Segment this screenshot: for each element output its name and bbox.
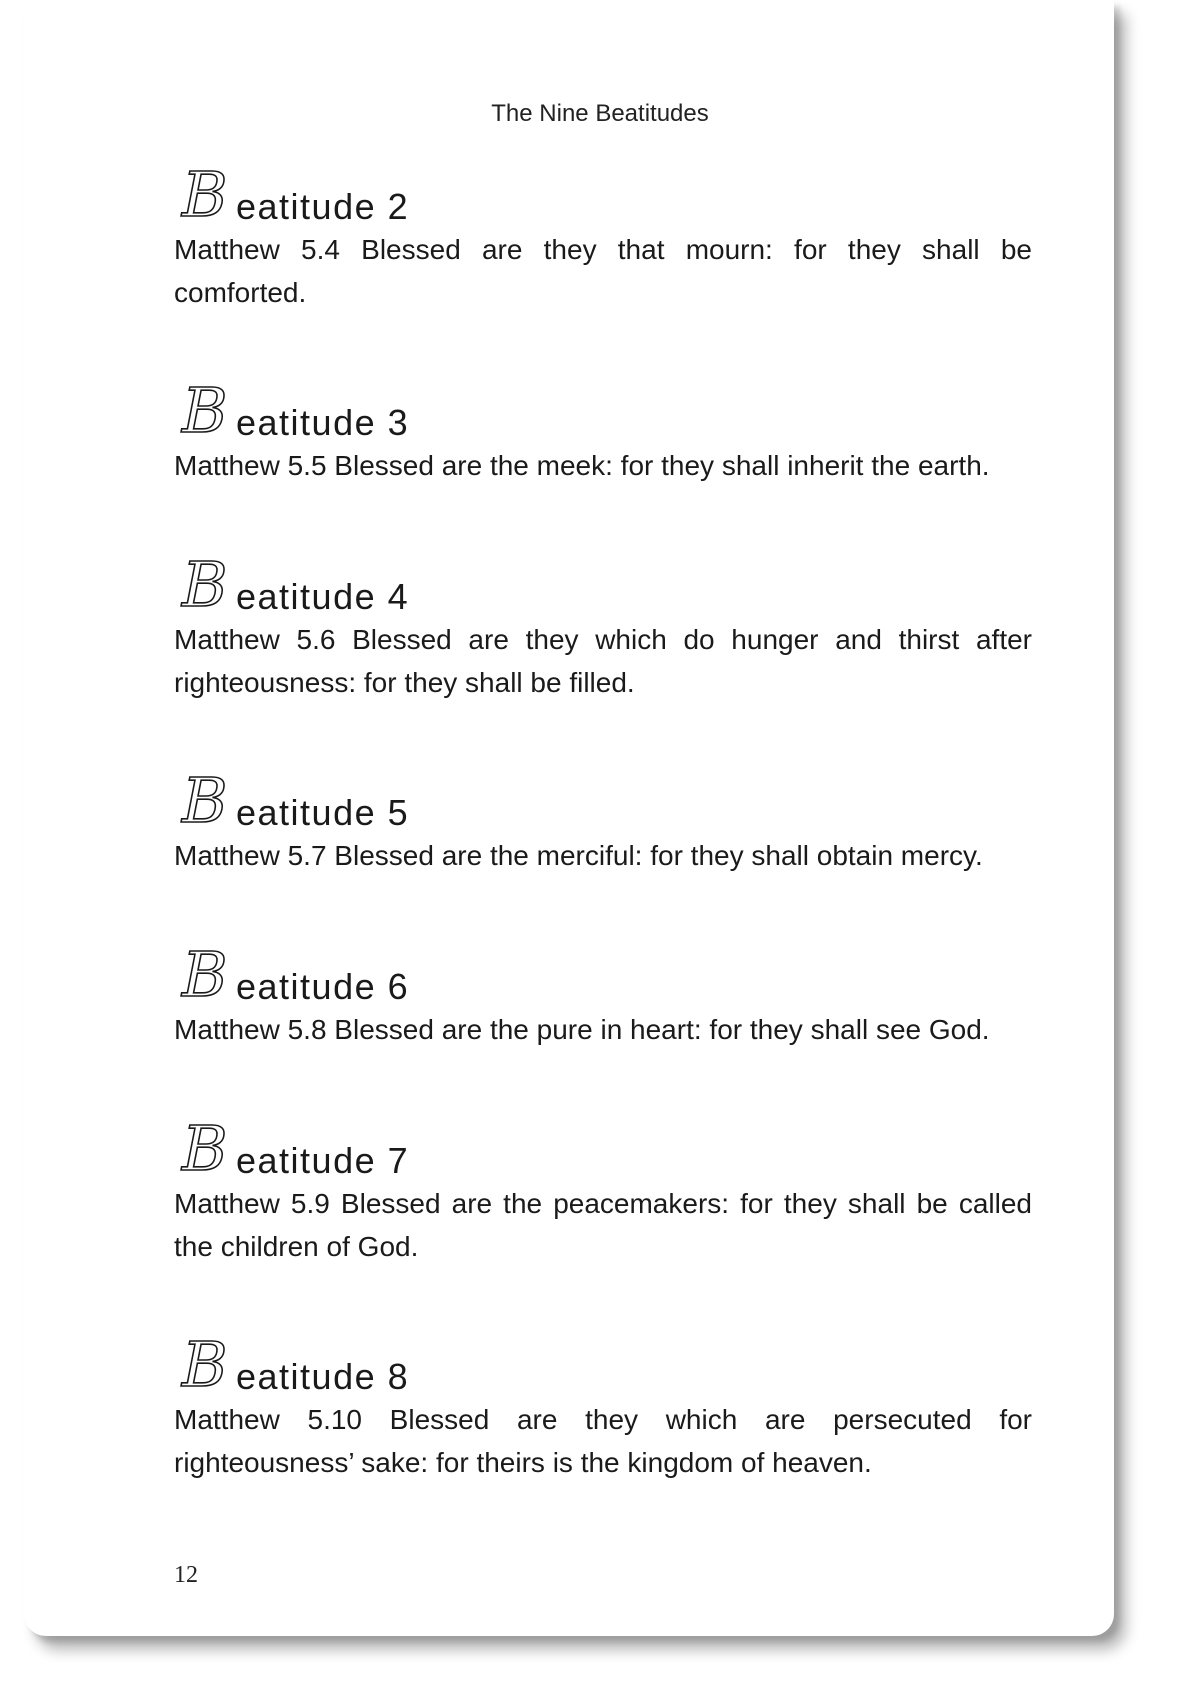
verse-text: Matthew 5.8 Blessed are the pure in heart: for they shall see God. — [174, 1014, 990, 1045]
verse-text: Matthew 5.4 Blessed are they that mourn: for they shall be comforted. — [174, 234, 1032, 308]
beatitude-heading — [174, 548, 1032, 621]
decorative-initial: B — [182, 1328, 228, 1401]
beatitude-heading — [174, 1328, 1032, 1401]
beatitude-heading — [174, 1112, 1032, 1185]
beatitude-heading-text: eatitude 6 — [236, 966, 410, 1007]
running-header: The Nine Beatitudes — [491, 100, 709, 127]
verse-text: Matthew 5.6 Blessed are they which do hunger and thirst after righteousness: for they shall be filled. — [174, 624, 1032, 698]
decorative-initial: B — [182, 548, 228, 621]
verse-text: Matthew 5.5 Blessed are the meek: for they shall inherit the earth. — [174, 450, 990, 481]
beatitude-heading — [174, 764, 1032, 837]
beatitude-heading — [174, 158, 1032, 231]
decorative-initial: B — [182, 1112, 228, 1185]
beatitude-entry-8 — [174, 1328, 1032, 1484]
verse-text: Matthew 5.9 Blessed are the peacemakers: for they shall be called the children of God. — [174, 1188, 1032, 1262]
beatitude-heading-text: eatitude 4 — [236, 576, 410, 617]
decorative-initial: B — [182, 158, 228, 231]
beatitude-heading-text: eatitude 7 — [236, 1140, 410, 1181]
beatitude-heading — [174, 938, 1032, 1011]
beatitude-entry-7 — [174, 1112, 1032, 1268]
beatitude-entry-5 — [174, 764, 1032, 877]
beatitude-heading-text: eatitude 3 — [236, 402, 410, 443]
decorative-initial: B — [182, 938, 228, 1011]
page-number: 12 — [174, 1562, 198, 1588]
beatitude-heading-text: eatitude 8 — [236, 1356, 410, 1397]
beatitude-entry-4 — [174, 548, 1032, 704]
verse-text: Matthew 5.7 Blessed are the merciful: for they shall obtain mercy. — [174, 840, 983, 871]
beatitude-heading — [174, 374, 1032, 447]
beatitude-heading-text: eatitude 2 — [236, 186, 410, 227]
verse-text: Matthew 5.10 Blessed are they which are persecuted for righteousness’ sake: for theirs is the kingdom of heaven. — [174, 1404, 1032, 1478]
decorative-initial: B — [182, 374, 228, 447]
decorative-initial: B — [182, 764, 228, 837]
beatitude-entry-2 — [174, 158, 1032, 314]
beatitude-entry-6 — [174, 938, 1032, 1051]
beatitude-entry-3 — [174, 374, 1032, 487]
beatitude-heading-text: eatitude 5 — [236, 792, 410, 833]
